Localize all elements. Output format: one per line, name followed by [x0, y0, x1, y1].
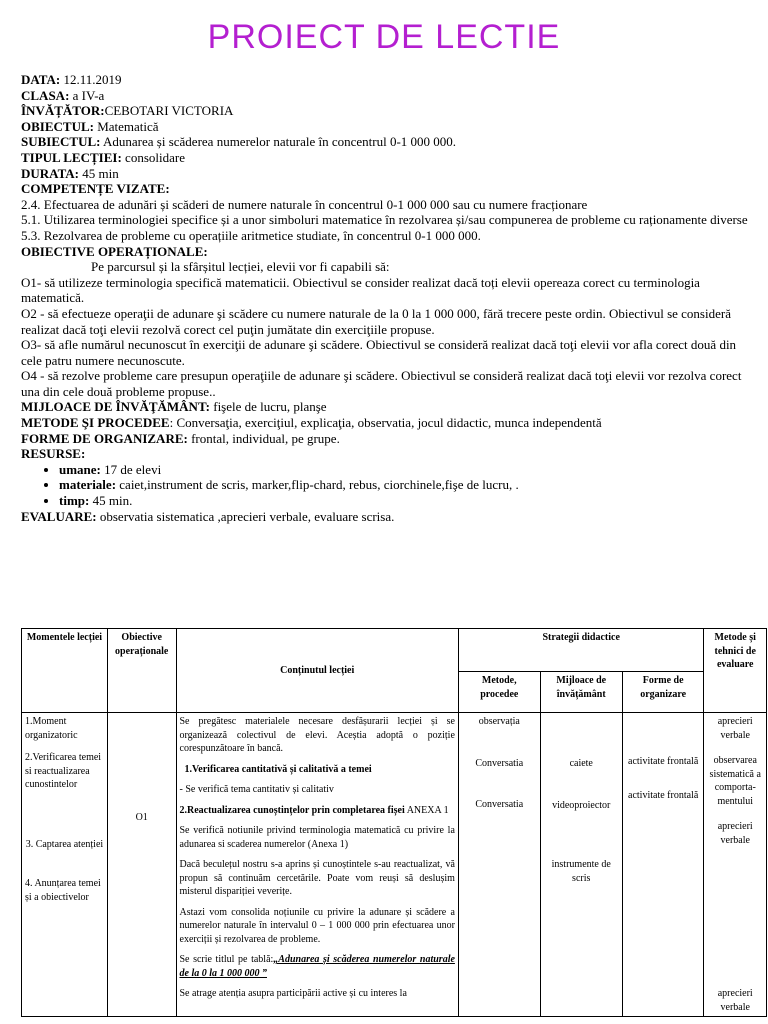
metoda-1: observația	[478, 716, 520, 727]
competenta-3: 5.3. Rezolvarea de probleme cu operațiile aritmetice studiate, în concentrul 0-1 000 000.	[21, 227, 481, 243]
moment-2: 2.Verificarea temei si reactualizarea cunostintelor	[25, 752, 102, 790]
forma-2: activitate frontală	[628, 789, 699, 801]
metode-line: METODE ŞI PROCEDEE: Conversaţia, exerciţiul, explicaţia, observatia, jocul didactic, munca independentă	[21, 415, 602, 431]
lesson-plan-table	[21, 628, 767, 1017]
document-title: PROIECT DE LECTIE	[207, 18, 561, 56]
header-evaluare: Metode și tehnici de evaluare	[704, 629, 767, 713]
moment-4: 4. Anunțarea temei și a obiectivelor	[25, 878, 101, 903]
evaluare-cell	[704, 713, 767, 1017]
resurse-list	[21, 462, 756, 509]
header-obiective: Obiective operaționale	[107, 629, 176, 713]
obiectiv-o1: O1- să utilizeze terminologia specifică matematicii. Obiectivul se consider realizat dacă toți elevii opereaza corect cu terminologia matematică.	[21, 274, 700, 306]
evaluare-4: aprecieri verbale	[717, 988, 753, 1013]
continut-p6-lead: Se scrie titlul pe tablă:	[179, 954, 274, 965]
header-forme: Forme de organizare	[622, 672, 704, 713]
resursa-materiale: • materiale: caiet,instrument de scris, marker,flip-chard, rebus, ciorchinele,fişe de lucru, .	[59, 477, 756, 493]
metoda-2: Conversatia	[475, 757, 524, 769]
clasa-line: CLASA: a IV-a	[21, 87, 105, 103]
mijloc-2: videoproiector	[552, 799, 611, 811]
obiectul-line: OBIECTUL: Matematică	[21, 118, 159, 134]
mijloc-3: instrumente de scris	[551, 859, 611, 884]
continut-anexa: ANEXA 1	[404, 804, 449, 816]
evaluare-2: observarea sistematică a comporta-mentului	[709, 755, 761, 807]
continut-p1: Se pregătesc materialele necesare desfășurarii lecției și se organizează colectivul de elevi. Aceștia adoptă o poziție corespunzătoare în bancă.	[179, 716, 455, 754]
continut-heading-1: 1.Verificarea cantitativă și calitativă a temei	[184, 763, 372, 775]
competenta-1: 2.4. Efectuarea de adunări și scăderi de numere naturale în concentrul 0-1 000 000 sau cu numere fracționare	[21, 196, 588, 212]
header-continutul: Conținutul lecției	[176, 629, 458, 713]
forma-1: activitate frontală	[628, 756, 699, 767]
durata-line: DURATA: 45 min	[21, 165, 119, 181]
header-strategii: Strategii didactice	[458, 629, 704, 672]
obiectiv-cell	[107, 713, 176, 1017]
forme-cell	[622, 713, 704, 1017]
resursa-umane: • umane: 17 de elevi	[59, 462, 756, 478]
continut-p7: Se atrage atenția asupra participării active și cu interes la	[179, 988, 407, 999]
resursa-timp: • timp: 45 min.	[59, 493, 756, 509]
mijloace-cell	[540, 713, 622, 1017]
continut-p3: Se verifică notiunile privind terminologia matematică cu privire la adunarea si scaderea numerelor (Anexa 1)	[179, 825, 455, 850]
obiectiv-o1-label: O1	[135, 812, 148, 823]
moment-3: 3. Captarea atenției	[25, 838, 104, 850]
invatator-line: ÎNVĂȚĂTOR:CEBOTARI VICTORIA	[21, 103, 234, 119]
table-row	[22, 713, 767, 1017]
forme-line: FORME DE ORGANIZARE: frontal, individual, pe grupe.	[21, 430, 340, 446]
tipul-line: TIPUL LECȚIEI: consolidare	[21, 149, 185, 165]
competenta-2: 5.1. Utilizarea terminologiei specifice și a unor simboluri matematice în rezolvarea și/sau compunerea de probleme cu raționamente diverse	[21, 212, 748, 228]
continut-p2: - Se verifică tema cantitativ și calitativ	[179, 784, 334, 795]
data-line: DATA: 12.11.2019	[21, 72, 122, 87]
header-momentele: Momentele lecției	[22, 629, 108, 713]
continut-heading-2: 2.Reactualizarea cunoștințelor prin completarea fișei	[179, 804, 405, 816]
continut-p4: Dacă beculețul nostru s-a aprins și cunoștintele s-au reactualizat, vă propun să continuăm cercetările. Poate vom reuși să deslușim misterul dispariției veverițe.	[179, 859, 455, 897]
continut-p5: Astazi vom consolida noțiunile cu privire la adunare și scădere a numerelor naturale în intervalul 0 – 1 000 000 prin efectuarea unor exerciții și rezolvarea de probleme.	[179, 906, 455, 945]
obiective-intro: Pe parcursul și la sfârșitul lecției, elevii vor fi capabili să:	[91, 259, 390, 275]
competente-heading: COMPETENȚE VIZATE:	[21, 181, 170, 197]
continut-cell	[176, 713, 458, 1017]
subiectul-line: SUBIECTUL: Adunarea și scăderea numerelor naturale în concentrul 0-1 000 000.	[21, 134, 457, 150]
resurse-heading: RESURSE:	[21, 446, 86, 462]
header-metode: Metode, procedee	[458, 672, 540, 713]
evaluare-3: aprecieri verbale	[717, 821, 753, 846]
header-mijloace: Mijloace de învățământ	[540, 672, 622, 713]
obiective-heading: OBIECTIVE OPERAȚIONALE:	[21, 243, 208, 259]
evaluare-line: EVALUARE: observatia sistematica ,aprecieri verbale, evaluare scrisa.	[21, 508, 395, 524]
momente-cell	[22, 713, 108, 1017]
table-header-row	[22, 629, 767, 672]
obiectiv-o4: O4 - să rezolve probleme care presupun operaţiile de adunare şi scădere. Obiectivul se consideră realizat dacă toţi elevii vor rezolva corect una din cele două probleme propuse..	[21, 368, 742, 399]
evaluare-1: aprecieri verbale	[717, 716, 753, 741]
lesson-info	[21, 72, 756, 524]
moment-1: 1.Moment organizatoric	[25, 716, 78, 741]
mijloace-line: MIJLOACE DE ÎNVĂŢĂMÂNT: fişele de lucru, planşe	[21, 399, 327, 415]
continut-lesson-title: „Adunarea și scăderea numerelor naturale de la 0 la 1 000 000 ”	[179, 954, 455, 979]
metoda-3: Conversatia	[475, 799, 524, 810]
obiectiv-o3: O3- să afle numărul necunoscut în exerciţii de adunare şi scădere. Obiectivul se consideră realizat dacă toţi elevii vor afla corect două din cele patru numere necunoscute.	[21, 337, 737, 368]
obiectiv-o2: O2 - să efectueze operaţii de adunare şi scădere cu numere naturale de la 0 la 1 000 000, fără trecere peste ordin. Obiectivul se consideră realizat dacă toţi elevii rezolvă corect cel puţin jumătate din exerciţiile propuse.	[21, 305, 731, 337]
mijloc-1: caiete	[569, 758, 593, 769]
metode-cell	[458, 713, 540, 1017]
